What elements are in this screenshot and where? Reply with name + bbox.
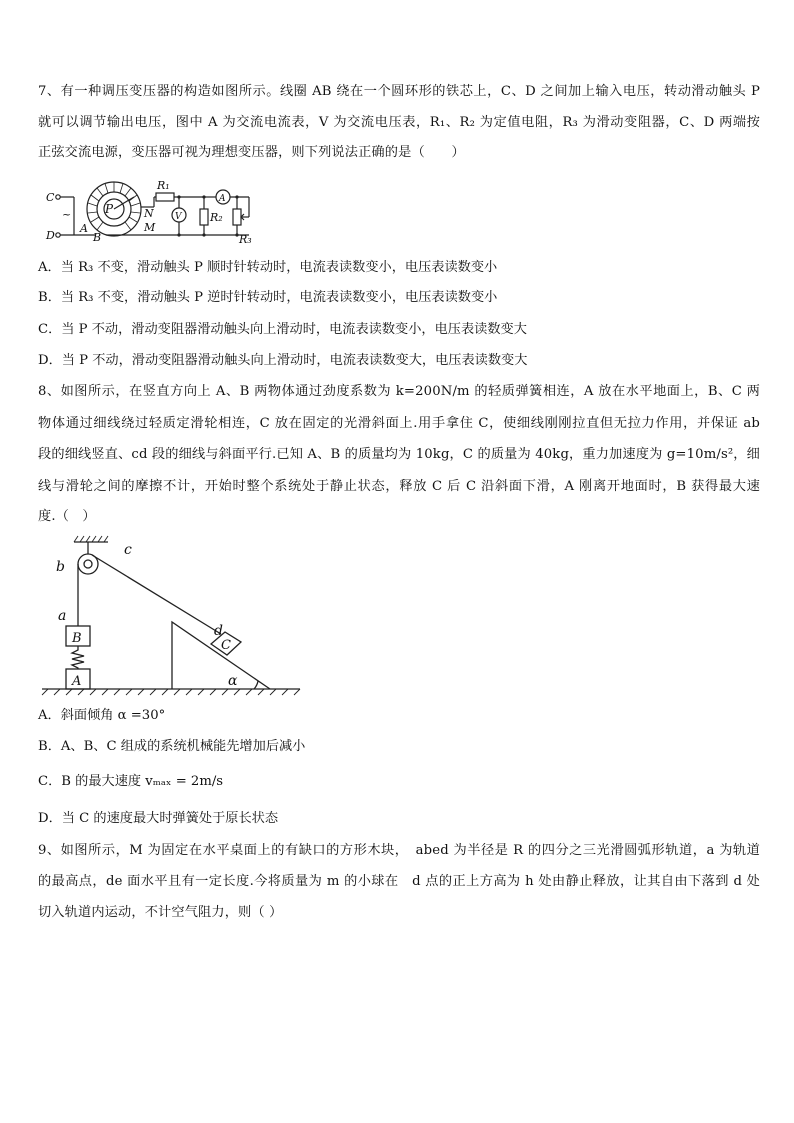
q7-line-1: 7、有一种调压变压器的构造如图所示。线圈 AB 绕在一个圆环形的铁芯上，C、D 之间加上输入电压，转动滑动触头 P (38, 84, 760, 99)
q8-option-c[interactable]: C．B 的最大速度 vₘₐₓ = 2m/s (38, 774, 224, 789)
q8-label-c-point: c (124, 542, 132, 558)
q8-label-block-c: C (221, 638, 231, 653)
q7-line-3: 正弦交流电源，变压器可视为理想变压器，则下列说法正确的是（ ） (38, 145, 465, 160)
q7-label-b: B (93, 231, 102, 244)
q8-option-a[interactable]: A．斜面倾角 α =30° (38, 708, 166, 723)
q8-line-1: 8、如图所示，在竖直方向上 A、B 两物体通过劲度系数为 k=200N/m 的轻质弹簧相连，A 放在水平地面上，B、C 两 (38, 384, 760, 399)
q8-label-b-point: b (56, 559, 65, 575)
q8-option-b[interactable]: B．A、B、C 组成的系统机械能先增加后减小 (38, 739, 306, 754)
q8-option-d[interactable]: D．当 C 的速度最大时弹簧处于原长状态 (38, 811, 279, 826)
q8-label-block-b: B (72, 631, 82, 646)
q8-label-a-point: a (58, 608, 67, 624)
q7-label-c: C (46, 191, 55, 204)
q7-circuit-figure (44, 175, 264, 247)
q8-line-4: 线与滑轮之间的摩擦不计，开始时整个系统处于静止状态，释放 C 后 C 沿斜面下滑，A 刚离开地面时，B 获得最大速 (38, 479, 760, 494)
q7-label-m: M (144, 221, 156, 234)
q7-option-b[interactable]: B．当 R₃ 不变，滑动触头 P 逆时针转动时，电流表读数变小，电压表读数变小 (38, 290, 498, 305)
q7-line-2: 就可以调节输出电压，图中 A 为交流电流表，V 为交流电压表，R₁、R₂ 为定值电阻，R₃ 为滑动变阻器，C、D 两端按 (38, 115, 760, 130)
q7-label-d: D (46, 229, 55, 242)
q8-pulley-figure (38, 534, 306, 698)
q9-line-2: 的最高点，de 面水平且有一定长度.今将质量为 m 的小球在 d 点的正上方高为 h 处由静止释放，让其自由下落到 d 处 (38, 874, 760, 889)
q8-label-d-point: d (214, 623, 223, 639)
q7-label-r1: R₁ (157, 179, 170, 192)
q7-option-c[interactable]: C．当 P 不动，滑动变阻器滑动触头向上滑动时，电流表读数变小，电压表读数变大 (38, 322, 527, 337)
q8-label-alpha: α (228, 673, 238, 689)
q7-label-r3: R₃ (239, 233, 252, 246)
q8-line-2: 物体通过细线绕过轻质定滑轮相连，C 放在固定的光滑斜面上.用手拿住 C，使细线刚刚拉直但无拉力作用，并保证 ab (38, 416, 760, 431)
q7-option-d[interactable]: D．当 P 不动，滑动变阻器滑动触头向上滑动时，电流表读数变大，电压表读数变大 (38, 353, 528, 368)
q7-label-r2: R₂ (210, 211, 223, 224)
q7-label-v: V (175, 212, 182, 222)
q7-label-n: N (144, 207, 154, 220)
q7-label-a: A (80, 222, 88, 235)
q9-line-3: 切入轨道内运动，不计空气阻力，则（ ） (38, 905, 283, 920)
q8-label-block-a: A (72, 674, 82, 689)
q9-line-1: 9、如图所示，M 为固定在水平桌面上的有缺口的方形木块， abed 为半径是 R 的四分之三光滑圆弧形轨道，a 为轨道 (38, 843, 760, 858)
q7-label-tilde: ~ (62, 208, 72, 221)
q8-line-5: 度.（ ） (38, 509, 96, 524)
q7-label-p: P (105, 202, 114, 216)
q8-line-3: 段的细线竖直、cd 段的细线与斜面平行.已知 A、B 的质量均为 10kg，C 的质量为 40kg，重力加速度为 g=10m/s²，细 (38, 447, 760, 462)
q7-label-ammeter: A (219, 194, 226, 204)
q7-option-a[interactable]: A．当 R₃ 不变，滑动触头 P 顺时针转动时，电流表读数变小，电压表读数变小 (38, 260, 498, 275)
